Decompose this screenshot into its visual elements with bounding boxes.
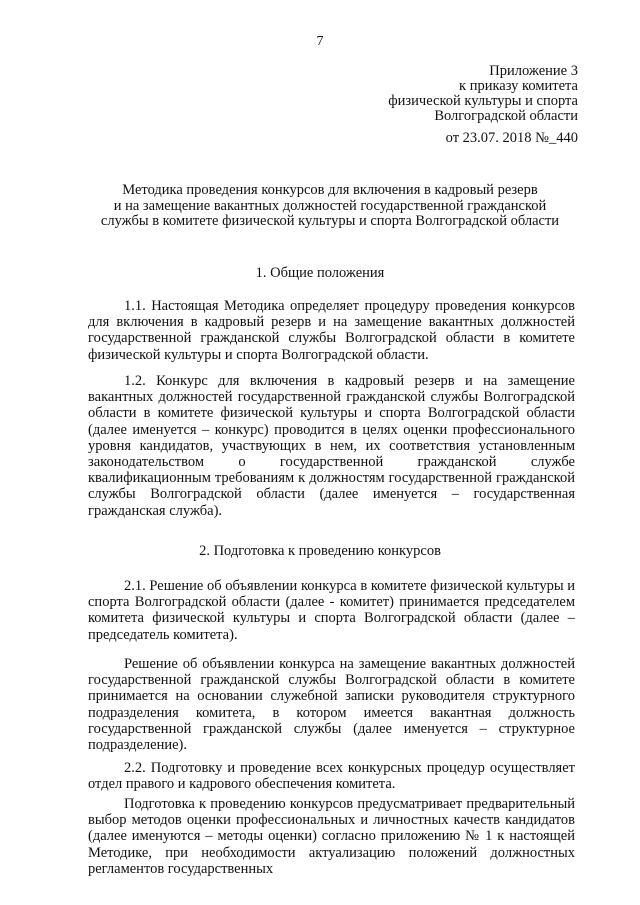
paragraph-2-2: 2.2. Подготовку и проведение всех конкурсных процедур осуществляет отдел правого и кадрового обеспечения комитета. xyxy=(88,760,575,793)
appendix-line: Приложение 3 xyxy=(489,63,578,79)
paragraph-2-2-preparation: Подготовка к проведению конкурсов предусматривает предварительный выбор методов оценки профессиональных и личностных качеств кандидатов (далее именуются – методы оценки) согласно приложению № 1 к настоящей Методике, при необходимости актуализацию положений должностных регламентов государственных xyxy=(88,796,575,877)
appendix-line: Волгоградской области xyxy=(434,108,578,124)
section-heading-preparation: 2. Подготовка к проведению конкурсов xyxy=(199,543,441,559)
title-line: службы в комитете физической культуры и спорта Волгоградской области xyxy=(100,213,560,229)
page-number: 7 xyxy=(316,34,324,49)
appendix-line: к приказу комитета xyxy=(459,78,578,94)
title-line: Методика проведения конкурсов для включения в кадровый резерв xyxy=(122,182,538,198)
section-heading-general: 1. Общие положения xyxy=(255,265,385,281)
paragraph-2-1: 2.1. Решение об объявлении конкурса в комитете физической культуры и спорта Волгоградской области (далее - комитет) принимается председателем комитета физической культуры и спорта Волгоградской области (далее – председатель комитета). xyxy=(88,578,575,643)
appendix-line: физической культуры и спорта xyxy=(388,93,578,109)
document-title xyxy=(70,183,590,230)
appendix-header xyxy=(388,64,578,124)
title-line: и на замещение вакантных должностей государственной гражданской xyxy=(113,197,547,214)
paragraph-1-2: 1.2. Конкурс для включения в кадровый резерв и на замещение вакантных должностей государственной гражданской службы Волгоградской области в комитете физической культуры и спорта Волгоградской области (далее именуется – конкурс) проводится в целях оценки профессионального уровня кандидатов, участвующих в нем, их соответствия установленным законодательством о государственной гражданской службе квалификационным требованиям к должностям государственной гражданской службы Волгоградской области (далее именуется – государственная гражданская служба). xyxy=(88,373,575,519)
order-date: от 23.07. 2018 №_440 xyxy=(445,130,578,146)
paragraph-2-1-decision: Решение об объявлении конкурса на замещение вакантных должностей государственной гражданской службы Волгоградской области в комитете принимается на основании служебной записки руководителя структурного подразделения комитета, в котором имеется вакантная должность государственной гражданской службы (далее именуется – структурное подразделение). xyxy=(88,656,575,754)
paragraph-1-1: 1.1. Настоящая Методика определяет процедуру проведения конкурсов для включения в кадровый резерв и на замещение вакантных должностей государственной гражданской службы Волгоградской области в комитете физической культуры и спорта Волгоградской области. xyxy=(88,298,575,363)
